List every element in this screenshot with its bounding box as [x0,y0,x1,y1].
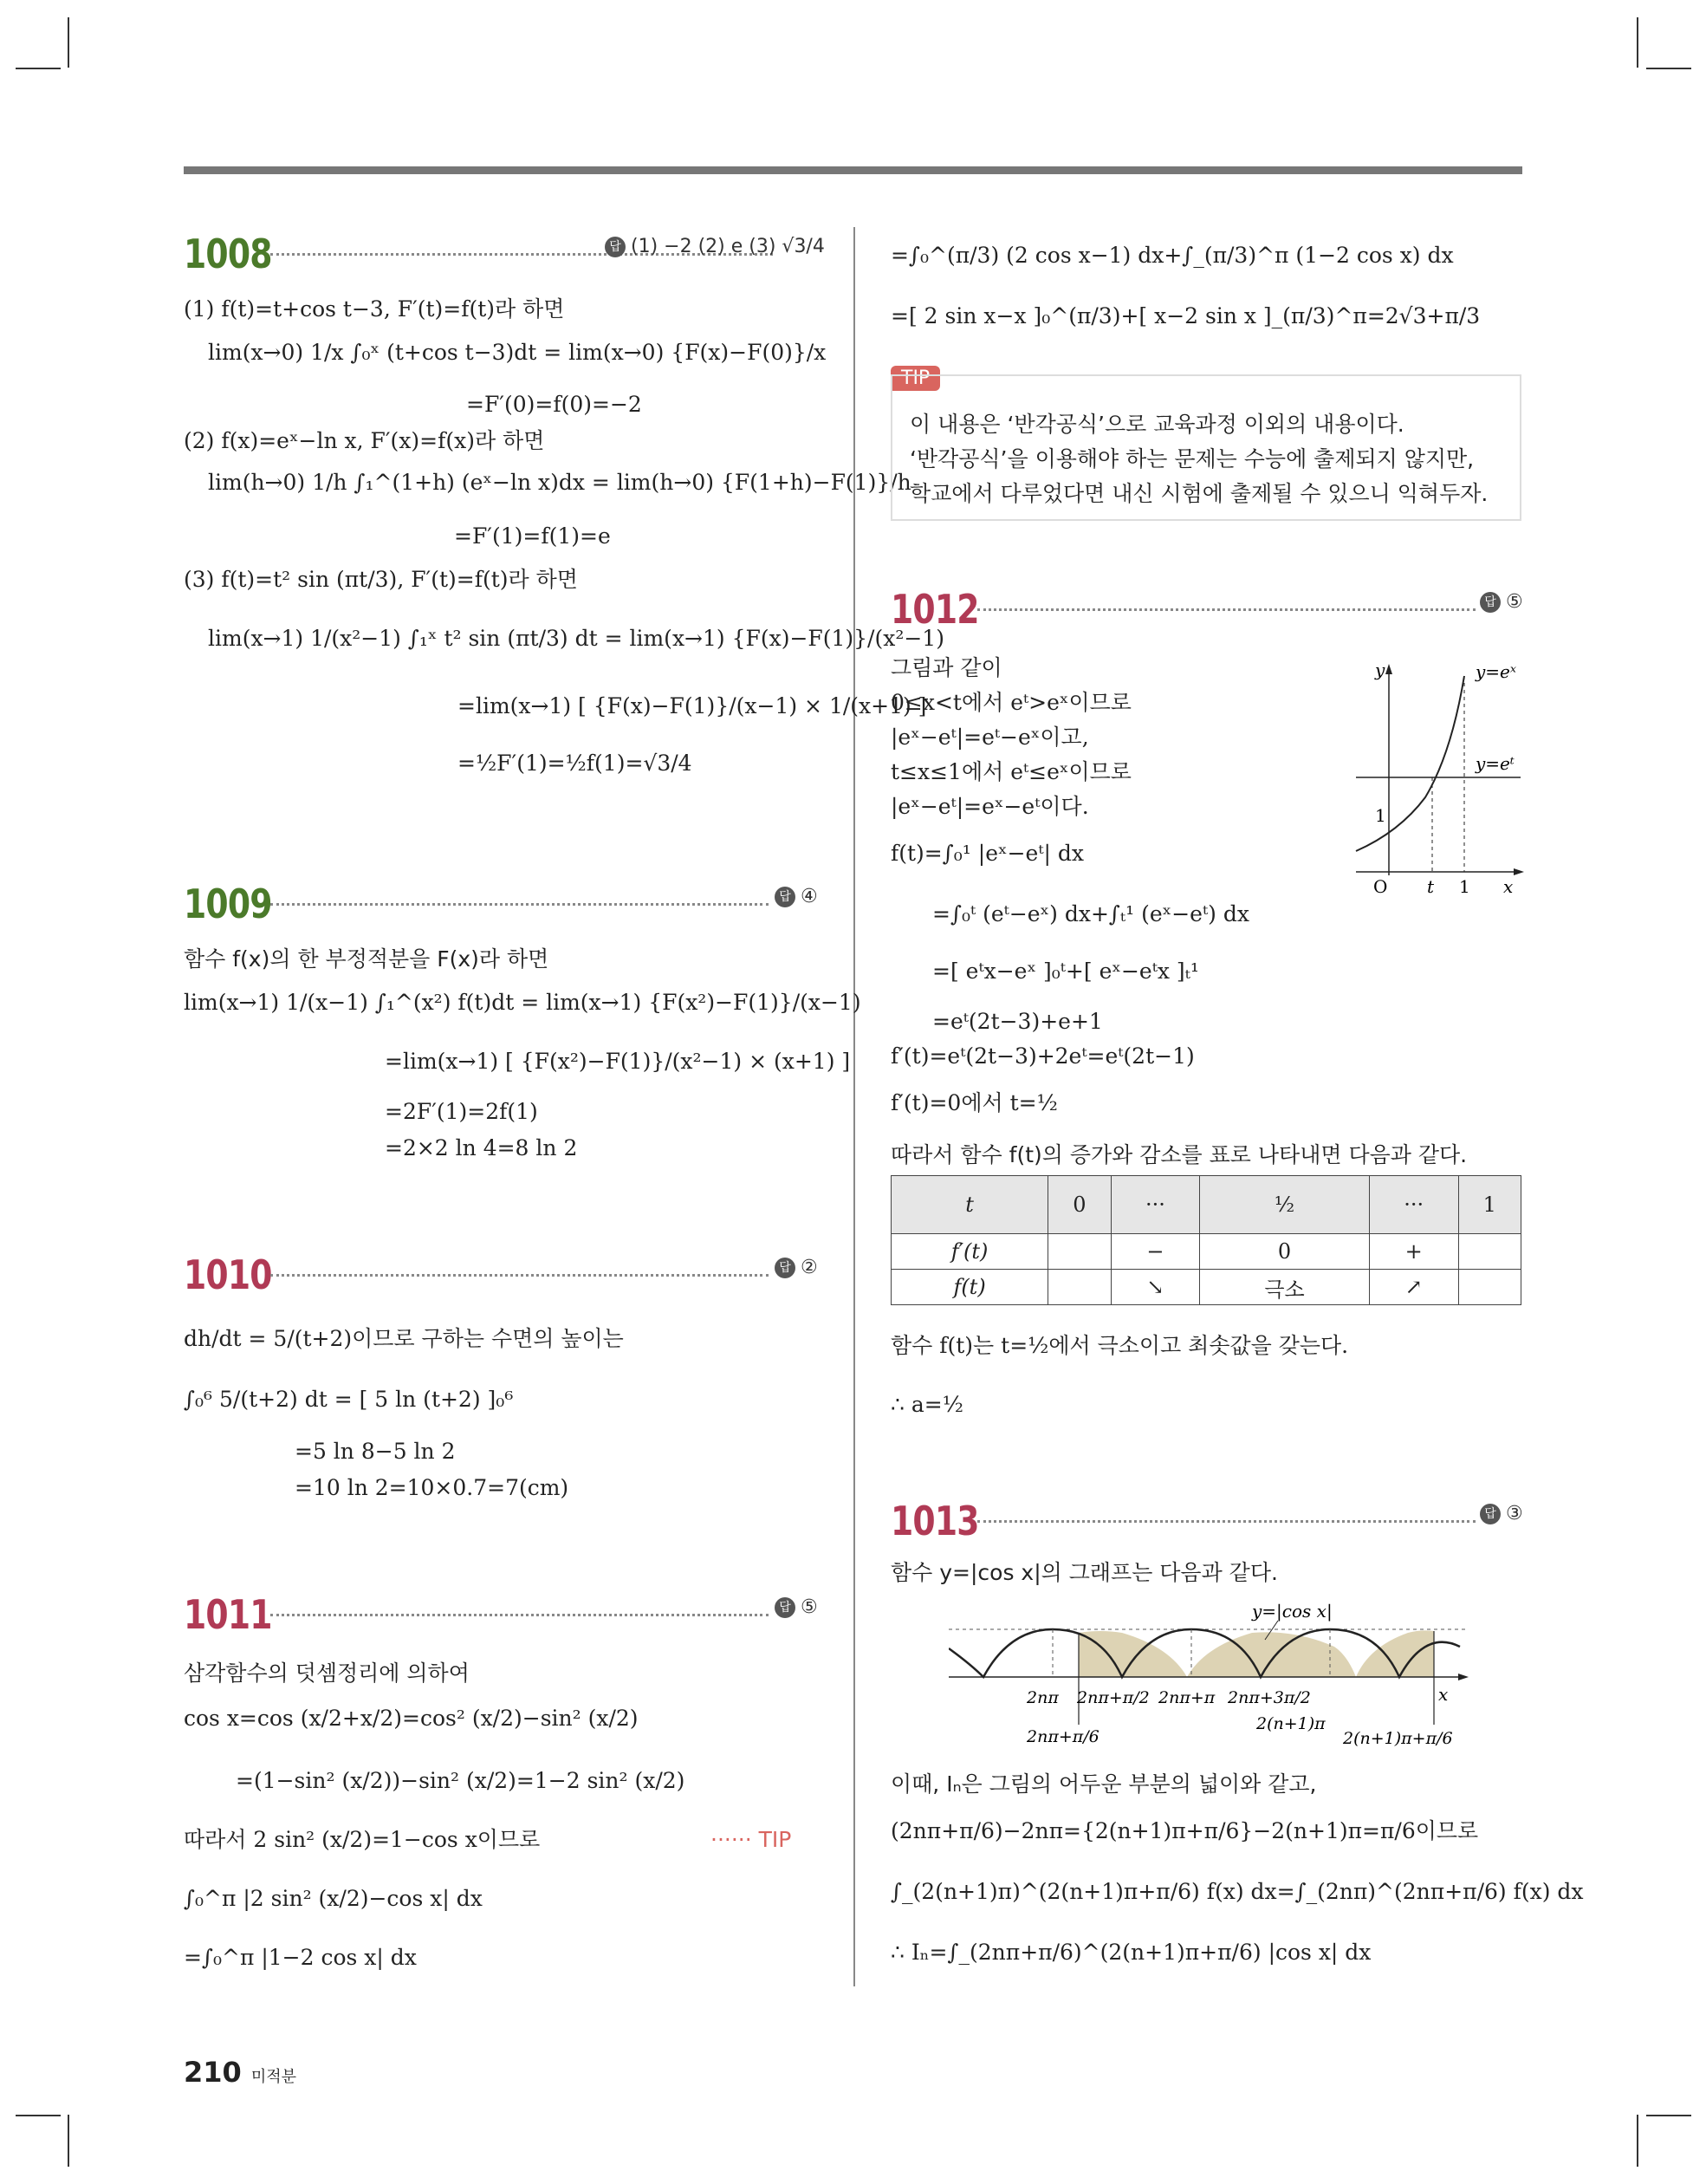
tip-box [891,374,1521,521]
line: f′(t)=eᵗ(2t−3)+2eᵗ=eᵗ(2t−1) [891,1043,1195,1069]
line: =∫₀^(π/3) (2 cos x−1) dx+∫_(π/3)^π (1−2 cos x) dx [891,243,1454,268]
table-cell: − [1111,1234,1200,1270]
line: cos x=cos (x/2+x/2)=cos² (x/2)−sin² (x/2) [184,1706,639,1731]
line: =∫₀ᵗ (eᵗ−eˣ) dx+∫ₜ¹ (eˣ−eᵗ) dx [932,901,1249,926]
line: ∫₀⁶ 5/(t+2) dt = [ 5 ln (t+2) ]₀⁶ [184,1387,514,1412]
line: lim(x→1) 1/(x²−1) ∫₁ˣ t² sin (πt/3) dt = lim(x→1) {F(x)−F(1)}/(x²−1) [208,626,944,651]
line: 함수 f(x)의 한 부정적분을 F(x)라 하면 [184,946,549,972]
line: lim(x→1) 1/(x−1) ∫₁^(x²) f(t)dt = lim(x→1) {F(x²)−F(1)}/(x−1) [184,990,861,1015]
abs-cos-graph [949,1595,1525,1759]
tick-label: 2nπ+π/6 [1027,1727,1099,1746]
line: 그림과 같이 [891,655,1002,680]
crop-mark [1646,2115,1691,2116]
line: (1) f(t)=t+cos t−3, F′(t)=f(t)라 하면 [184,296,565,322]
table-cell: ↘ [1111,1270,1200,1305]
dotted-leader [270,903,769,906]
line: dh/dt = 5/(t+2)이므로 구하는 수면의 높이는 [184,1326,624,1351]
answer: 답 ⑤ [775,1596,818,1618]
section-name: 미적분 [250,2068,297,2086]
tip-marker: ······ TIP [710,1827,792,1852]
answer: 답 ④ [775,886,818,907]
line: =2F′(1)=2f(1) [385,1099,538,1124]
crop-mark [16,2115,61,2116]
curve-label-1: y=eˣ [1476,661,1516,682]
line: 함수 f(t)는 t=½에서 극소이고 최솟값을 갖는다. [891,1333,1349,1358]
line: =5 ln 8−5 ln 2 [295,1439,456,1464]
table-cell: ↗ [1369,1270,1458,1305]
table-cell: + [1369,1234,1458,1270]
line: =[ eᵗx−eˣ ]₀ᵗ+[ eˣ−eᵗx ]ₜ¹ [932,959,1199,984]
line: ∴ Iₙ=∫_(2nπ+π/6)^(2(n+1)π+π/6) |cos x| dx [891,1940,1372,1965]
answer: 답 (1) −2 (2) e (3) √3/4 [605,236,825,257]
problem-header-1009 [184,881,818,933]
line: (3) f(t)=t² sin (πt/3), F′(t)=f(t)라 하면 [184,567,578,592]
tip-line: 이 내용은 ‘반각공식’으로 교육과정 이외의 내용이다. [910,412,1404,437]
x-arrow-icon [1514,868,1524,875]
line: lim(x→0) 1/x ∫₀ˣ (t+cos t−3)dt = lim(x→0) {F(x)−F(0)}/x [208,340,827,365]
x-label: x [1438,1684,1449,1705]
one-x-label: 1 [1459,876,1470,897]
increase-decrease-table [891,1175,1521,1305]
line: |eˣ−eᵗ|=eˣ−eᵗ이다. [891,794,1089,819]
x-label: x [1503,876,1514,897]
table-cell: 1 [1458,1176,1521,1234]
problem-number: 1009 [184,881,272,927]
dotted-leader [977,608,1476,611]
problem-number: 1008 [184,231,272,277]
line: =lim(x→1) [ {F(x)−F(1)}/(x−1) × 1/(x+1) ] [457,693,927,718]
one-y-label: 1 [1375,805,1386,826]
table-cell: 극소 [1200,1270,1370,1305]
line: =F′(1)=f(1)=e [454,523,611,549]
answer: 답 ③ [1480,1503,1523,1524]
tick-label: 2nπ+π [1158,1688,1216,1707]
page-number: 210 [184,2056,242,2089]
line: =10 ln 2=10×0.7=7(cm) [295,1475,569,1500]
tick-label: 2(n+1)π+π/6 [1343,1729,1453,1748]
x-arrow-icon [1458,1674,1469,1680]
problem-number: 1012 [891,586,979,633]
table-cell: f′(t) [892,1234,1048,1270]
table-cell [1048,1234,1111,1270]
crop-mark [16,68,61,69]
dotted-leader [977,1520,1476,1523]
tip-line: 학교에서 다루었다면 내신 시험에 출제될 수 있으니 익혀두자. [910,481,1489,506]
problem-header-1010 [184,1251,818,1303]
dotted-leader [270,1614,769,1616]
line: (2) f(x)=eˣ−ln x, F′(x)=f(x)라 하면 [184,428,545,453]
table-cell [1458,1234,1521,1270]
line: 이때, Iₙ은 그림의 어두운 부분의 넓이와 같고, [891,1771,1317,1797]
answer-icon: 답 [605,237,626,257]
problem-number: 1013 [891,1498,979,1544]
table-cell: ½ [1200,1176,1370,1234]
answer-icon: 답 [1480,592,1501,613]
line: =lim(x→1) [ {F(x²)−F(1)}/(x²−1) × (x+1) ] [385,1049,851,1074]
crop-mark [68,2115,69,2167]
problem-number: 1011 [184,1591,272,1638]
top-rule [184,166,1522,174]
line: (2nπ+π/6)−2nπ={2(n+1)π+π/6}−2(n+1)π=π/6이므로 [891,1818,1479,1843]
line: =[ 2 sin x−x ]₀^(π/3)+[ x−2 sin x ]_(π/3)^π=2√3+π/3 [891,303,1481,328]
tip-label: TIP [891,366,940,391]
line: ∴ a=½ [891,1392,963,1417]
line: t≤x≤1에서 eᵗ≤eˣ이므로 [891,759,1132,784]
table-cell: 0 [1048,1176,1111,1234]
curve-e-x [1356,676,1464,851]
line: =2×2 ln 4=8 ln 2 [385,1135,578,1160]
problem-header-1011 [184,1591,818,1643]
line: 따라서 함수 f(t)의 증가와 감소를 표로 나타내면 다음과 같다. [891,1142,1468,1167]
answer-icon: 답 [775,1258,795,1278]
table-cell: f(t) [892,1270,1048,1305]
answer: 답 ② [775,1257,818,1278]
table-header-row [892,1176,1521,1234]
problem-header-1013 [891,1498,1523,1550]
y-label: y [1375,660,1385,680]
answer: 답 ⑤ [1480,591,1523,613]
page-footer [184,2056,296,2089]
line: =∫₀^π |1−2 cos x| dx [184,1945,417,1970]
tick-label: 2nπ+π/2 [1077,1688,1150,1707]
problem-header-1012 [891,586,1523,638]
t-tick-label: t [1427,876,1435,897]
table-cell [1458,1270,1521,1305]
line: |eˣ−eᵗ|=eᵗ−eˣ이고, [891,725,1089,750]
line: f′(t)=0에서 t=½ [891,1090,1058,1115]
line: =eᵗ(2t−3)+e+1 [932,1009,1103,1034]
table-cell: 0 [1200,1234,1370,1270]
line: ∫₀^π |2 sin² (x/2)−cos x| dx [184,1886,483,1911]
curve-label: y=|cos x| [1252,1601,1333,1622]
line: =F′(0)=f(0)=−2 [466,392,642,417]
y-arrow-icon [1385,664,1392,674]
answer-icon: 답 [1480,1504,1501,1524]
crop-mark [1646,68,1691,69]
dotted-leader [270,1274,769,1277]
line: =½F′(1)=½f(1)=√3/4 [457,751,692,776]
tip-line: ‘반각공식’을 이용해야 하는 문제는 수능에 출제되지 않지만, [910,446,1475,471]
line: ∫_(2(n+1)π)^(2(n+1)π+π/6) f(x) dx=∫_(2nπ)^(2nπ+π/6) f(x) dx [891,1879,1584,1904]
line: =(1−sin² (x/2))−sin² (x/2)=1−2 sin² (x/2) [236,1768,685,1793]
crop-mark [1637,17,1638,68]
exp-graph [1347,659,1525,897]
table-cell: ··· [1369,1176,1458,1234]
line: 함수 y=|cos x|의 그래프는 다음과 같다. [891,1560,1278,1585]
table-row [892,1270,1521,1305]
origin-label: O [1373,876,1388,897]
line: 삼각함수의 덧셈정리에 의하여 [184,1661,470,1686]
answer-icon: 답 [775,887,795,907]
problem-header-1008 [184,231,825,283]
crop-mark [68,17,69,68]
table-cell: ··· [1111,1176,1200,1234]
answer-icon: 답 [775,1597,795,1618]
crop-mark [1637,2115,1638,2167]
problem-number: 1010 [184,1251,272,1298]
line: f(t)=∫₀¹ |eˣ−eᵗ| dx [891,841,1084,866]
line: 0≤x<t에서 eᵗ>eˣ이므로 [891,690,1132,715]
table-cell: t [892,1176,1048,1234]
tick-label: 2nπ [1027,1688,1059,1707]
tick-label: 2nπ+3π/2 [1228,1688,1311,1707]
line: lim(h→0) 1/h ∫₁^(1+h) (eˣ−ln x)dx = lim(h→0) {F(1+h)−F(1)}/h [208,470,911,495]
table-cell [1048,1270,1111,1305]
curve-label-2: y=eᵗ [1476,753,1515,774]
table-row [892,1234,1521,1270]
tick-label: 2(n+1)π [1256,1714,1326,1733]
line: 따라서 2 sin² (x/2)=1−cos x이므로 [184,1827,541,1852]
